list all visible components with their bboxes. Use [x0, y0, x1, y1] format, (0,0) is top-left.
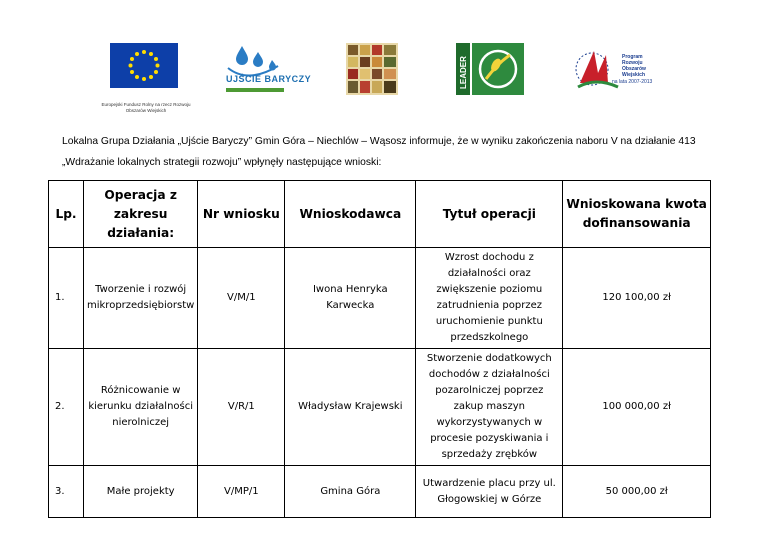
cell-wnioskodawca: Iwona Henryka Karwecka — [285, 248, 416, 349]
header-nr-wniosku: Nr wniosku — [198, 181, 285, 248]
cell-lp: 3. — [49, 466, 84, 518]
prow-period-text: na lata 2007-2013 — [612, 79, 653, 85]
prow-program-text — [622, 54, 646, 78]
table-row — [49, 349, 711, 466]
leader-text: LEADER — [459, 56, 468, 89]
prow-line: Program — [622, 54, 643, 60]
cell-tytul: Stworzenie dodatkowych dochodów z działalności pozarolniczej poprzez zakup maszyn wykorzystywanych w procesie pozyskiwania i sprzedaży zrębków — [416, 349, 563, 466]
cell-lp: 1. — [49, 248, 84, 349]
leader-logo — [456, 43, 524, 95]
prow-line: Rozwoju — [622, 60, 643, 66]
header-wnioskodawca: Wnioskodawca — [285, 181, 416, 248]
header-operacja: Operacja z zakresu działania: — [84, 181, 198, 248]
applications-table — [48, 180, 711, 518]
cell-wnioskodawca: Władysław Krajewski — [285, 349, 416, 466]
cell-kwota: 100 000,00 zł — [563, 349, 711, 466]
cell-tytul: Utwardzenie placu przy ul. Głogowskiej w Górze — [416, 466, 563, 518]
table-row — [49, 466, 711, 518]
header-lp: Lp. — [49, 181, 84, 248]
cell-nr-wniosku: V/MP/1 — [198, 466, 285, 518]
prow-logo — [572, 43, 662, 95]
cell-operacja: Różnicowanie w kierunku działalności nierolniczej — [84, 349, 198, 466]
cell-wnioskodawca: Gmina Góra — [285, 466, 416, 518]
cell-lp: 2. — [49, 349, 84, 466]
cell-nr-wniosku: V/M/1 — [198, 248, 285, 349]
uscie-baryczy-logo — [218, 44, 290, 96]
prow-line: Obszarów — [622, 66, 646, 72]
cell-nr-wniosku: V/R/1 — [198, 349, 285, 466]
cell-operacja: Tworzenie i rozwój mikroprzedsiębiorstw — [84, 248, 198, 349]
cell-operacja: Małe projekty — [84, 466, 198, 518]
prow-line: Wiejskich — [622, 72, 646, 78]
table-header-row — [49, 181, 711, 248]
eu-fund-caption: Europejski Fundusz Rolny na rzecz Rozwoju Obszarów Wiejskich — [101, 102, 191, 113]
eu-flag-logo — [110, 43, 178, 88]
header-kwota: Wnioskowana kwota dofinansowania — [563, 181, 711, 248]
lgd-mosaic-logo — [346, 43, 398, 95]
table-row — [49, 248, 711, 349]
cell-kwota: 120 100,00 zł — [563, 248, 711, 349]
uscie-baryczy-text: UJŚCIE BARYCZY — [226, 74, 312, 84]
cell-kwota: 50 000,00 zł — [563, 466, 711, 518]
intro-paragraph: Lokalna Grupa Działania „Ujście Baryczy” Gmin Góra – Niechlów – Wąsosz informuje, że w wyniku zakończenia naboru V na działanie 413 „Wdrażanie lokalnych strategii rozwoju” wpłynęły następujące wnioski: — [62, 136, 696, 168]
cell-tytul: Wzrost dochodu z działalności oraz zwiększenie poziomu zatrudnienia poprzez uruchomienie punktu przedszkolnego — [416, 248, 563, 349]
header-tytul: Tytuł operacji — [416, 181, 563, 248]
